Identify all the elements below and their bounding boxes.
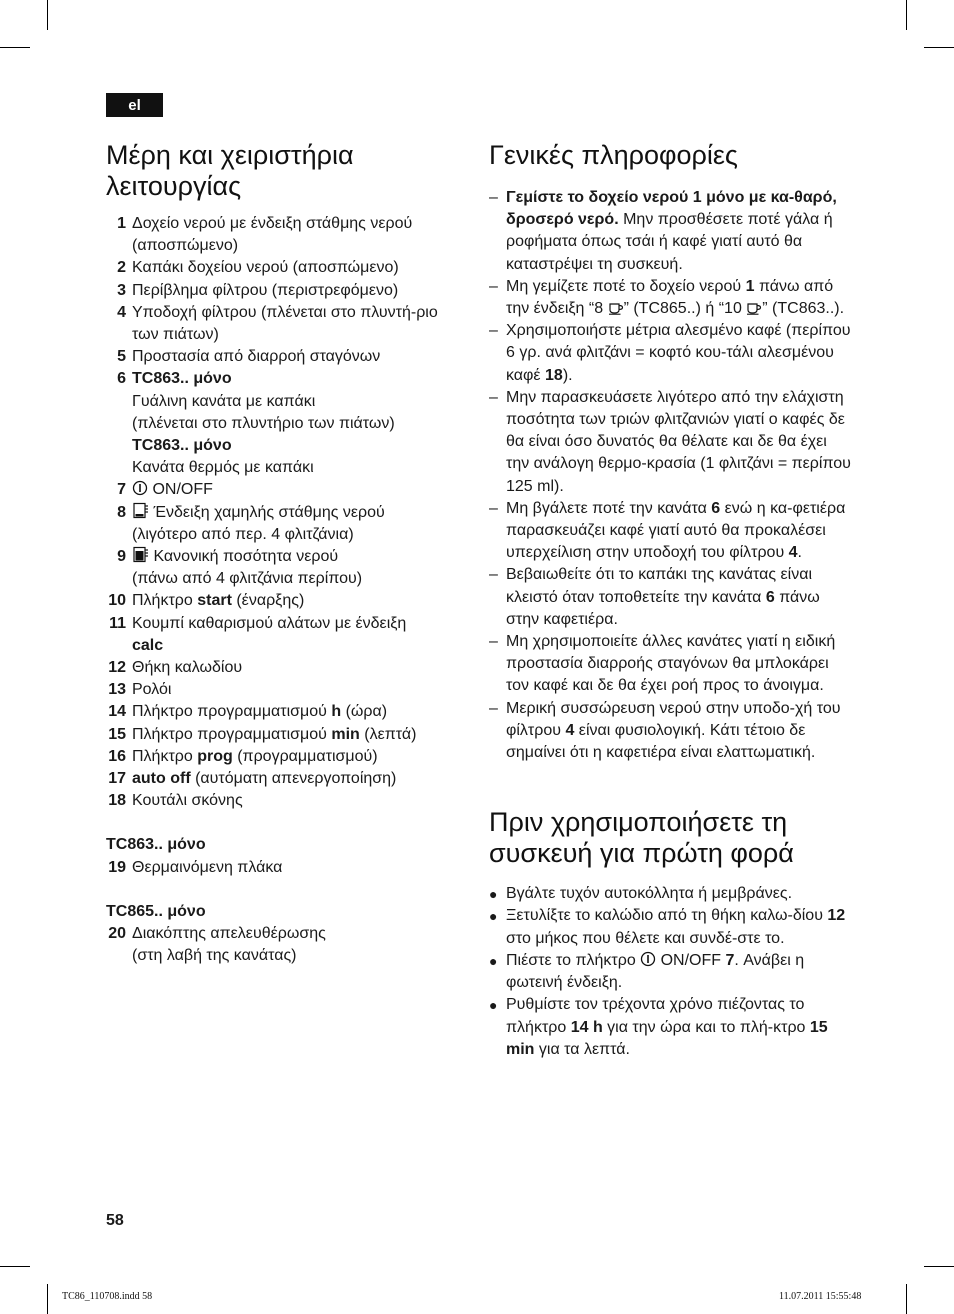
power-icon: [640, 951, 656, 967]
part-item: [106, 923, 466, 967]
part-text: Ρολόι: [132, 681, 172, 699]
part-number: 12: [108, 659, 126, 677]
model-label: TC863.. μόνο: [132, 370, 232, 388]
first-use-title: [489, 807, 851, 869]
normal-water-icon: [132, 546, 149, 563]
bullet-marker: ●: [489, 952, 498, 969]
part-text: Κουμπί καθαρισμού αλάτων με ένδειξη calc: [132, 614, 407, 654]
list-item-text: Πιέστε το πλήκτρο ON/OFF 7. Ανάβει η φωτεινή ένδειξη.: [506, 951, 805, 992]
first-use-title-line2: συσκευή για πρώτη φορά: [489, 838, 794, 869]
parts-list: [106, 213, 466, 968]
crop-mark: [906, 0, 907, 30]
bullet-marker: ●: [489, 908, 498, 925]
bullet-marker: ●: [489, 997, 498, 1014]
part-text: Πλήκτρο προγραμματισμού h (ώρα): [132, 703, 388, 721]
list-item: [489, 320, 851, 387]
list-item-text: Μη χρησιμοποιείτε άλλες κανάτες γιατί η ειδική προστασία διαρροής σταγόνων θα μπλοκάρει τον καφέ και δε θα έχει ροή προς το άνοιγμα.: [506, 633, 836, 695]
part-line: (λιγότερο από περ. 4 φλιτζάνια): [132, 525, 354, 543]
list-item: [489, 187, 851, 276]
crop-mark: [906, 1284, 907, 1314]
parts-title-line2: λειτουργίας: [106, 171, 242, 201]
part-item: [106, 857, 466, 879]
model-subheading: TC865.. μόνο: [106, 902, 206, 920]
part-number: 5: [117, 348, 126, 366]
part-item: [106, 613, 466, 657]
part-text: Θήκη καλωδίου: [132, 659, 243, 677]
list-item-text: Βεβαιωθείτε ότι το καπάκι της κανάτας είναι κλειστό όταν τοποθετείτε την κανάτα 6 πάνω στην καφετιέρα.: [506, 566, 820, 628]
part-number: 3: [117, 281, 126, 299]
part-number: 16: [108, 747, 126, 765]
list-item: [489, 994, 851, 1061]
part-number: 1: [117, 215, 126, 232]
dash-marker: –: [489, 189, 498, 206]
dash-marker: –: [489, 277, 498, 295]
dash-marker: –: [489, 699, 498, 717]
part-text: [132, 479, 466, 501]
part-line: ON/OFF: [152, 481, 213, 499]
part-text: auto off (αυτόματη απενεργοποίηση): [132, 770, 397, 788]
list-item: [489, 387, 851, 498]
part-item: [106, 679, 466, 701]
part-text: Καπάκι δοχείου νερού (αποσπώμενο): [132, 259, 399, 277]
part-number: 6: [117, 370, 126, 388]
part-text: [132, 368, 466, 479]
list-item-text: Μη βγάλετε ποτέ την κανάτα 6 ενώ η κα-φετιέρα παρασκευάζει καφέ γιατί αυτό θα προκαλέσει υπερχείλιση στην υποδοχή του φίλτρου 4.: [506, 499, 846, 562]
part-item: [106, 768, 466, 790]
list-item-text: Βγάλτε τυχόν αυτοκόλλητα ή μεμβράνες.: [506, 885, 793, 903]
model-subheading: TC863.. μόνο: [106, 836, 206, 854]
part-line: Γυάλινη κανάτα με καπάκι: [132, 392, 316, 410]
dash-marker: –: [489, 499, 498, 517]
crop-mark: [47, 0, 48, 30]
list-item-text: Ξετυλίξτε το καλώδιο από τη θήκη καλω-δίου 12 στο μήκος που θέλετε και συνδέ-στε το.: [506, 907, 846, 947]
dash-marker: –: [489, 633, 498, 651]
part-item: [106, 368, 466, 479]
part-item: [106, 746, 466, 768]
general-info-title: Γενικές πληροφορίες: [489, 140, 738, 170]
list-item-text: Γεμίστε το δοχείο νερού 1 μόνο με κα-θαρό, δροσερό νερό. Μην προσθέσετε ποτέ γάλα ή ροφήματα όπως τσάι ή καφέ γιατί αυτό θα καταστρέψει τη συσκευή.: [506, 189, 837, 273]
list-item: [489, 905, 851, 949]
print-slug-date: 11.07.2011 15:55:48: [779, 1291, 862, 1302]
crop-mark: [924, 47, 954, 48]
power-icon: [132, 480, 148, 496]
part-number: 4: [117, 303, 126, 321]
part-item: [106, 302, 466, 346]
part-text: [132, 546, 466, 590]
part-text: Περίβλημα φίλτρου (περιστρεφόμενο): [132, 281, 399, 299]
part-text: Προστασία από διαρροή σταγόνων: [132, 348, 381, 366]
print-slug-file: TC86_110708.indd 58: [62, 1291, 153, 1302]
part-number: 19: [108, 858, 126, 876]
model-label: TC863.. μόνο: [132, 437, 232, 455]
list-item-text: Ρυθμίστε τον τρέχοντα χρόνο πιέζοντας το πλήκτρο 14 h για την ώρα και το πλή-κτρο 15 min για τα λεπτά.: [506, 996, 828, 1058]
crop-mark: [924, 1266, 954, 1267]
part-number: 7: [117, 481, 126, 499]
part-number: 15: [108, 725, 126, 743]
first-use-list: [489, 883, 851, 1061]
info-column: [489, 140, 851, 1061]
part-text: Θερμαινόμενη πλάκα: [132, 858, 283, 876]
part-item: [106, 213, 466, 257]
crop-mark: [0, 47, 30, 48]
part-item: [106, 701, 466, 723]
part-item: [106, 257, 466, 279]
bullet-marker: ●: [489, 886, 498, 903]
part-number: 9: [117, 548, 126, 566]
part-text: Δοχείο νερού με ένδειξη στάθμης νερού (αποσπώμενο): [132, 215, 413, 255]
general-info-list: [489, 187, 851, 764]
list-item: [489, 276, 851, 320]
crop-mark: [0, 1266, 30, 1267]
cup-icon: [608, 301, 624, 315]
part-text: Υποδοχή φίλτρου (πλένεται στο πλυντή-ριο των πιάτων): [132, 303, 438, 344]
part-line: Ένδειξη χαμηλής στάθμης νερού: [153, 503, 385, 521]
part-text: Κουτάλι σκόνης: [132, 792, 243, 810]
part-number: 10: [108, 592, 126, 610]
part-line: Κανάτα θερμός με καπάκι: [132, 459, 314, 477]
part-text: Πλήκτρο prog (προγραμματισμού): [132, 747, 378, 765]
part-line: (πλένεται στο πλυντήριο των πιάτων): [132, 414, 395, 432]
part-text: Πλήκτρο προγραμματισμού min (λεπτά): [132, 725, 417, 743]
part-line: (πάνω από 4 φλιτζάνια περίπου): [132, 570, 363, 588]
part-number: 8: [117, 503, 126, 521]
language-tab: el: [106, 93, 163, 117]
list-item: [489, 631, 851, 698]
first-use-title-line1: Πριν χρησιμοποιήσετε τη: [489, 807, 788, 838]
dash-marker: –: [489, 388, 498, 406]
part-text: [132, 502, 466, 546]
part-number: 2: [117, 259, 126, 277]
list-item: [489, 564, 851, 631]
part-item: [106, 546, 466, 590]
part-item: [106, 590, 466, 612]
part-line: Κανονική ποσότητα νερού: [153, 548, 339, 566]
list-item: [489, 883, 851, 905]
list-item: [489, 498, 851, 565]
part-text: Πλήκτρο start (έναρξης): [132, 592, 305, 610]
list-item-text: Μην παρασκευάσετε λιγότερο από την ελάχιστη ποσότητα των τριών φλιτζανιών γιατί ο καφές δε θα είναι όσο δυνατός θα θέλατε και δε θα έχει την ανάλογη θερμο-κρασία (1 φλιτζάνι = περίπου 125 ml).: [506, 388, 851, 495]
part-text: Διακόπτης απελευθέρωσης (στη λαβή της κανάτας): [132, 925, 326, 965]
part-item: [106, 502, 466, 546]
crop-mark: [47, 1284, 48, 1314]
part-number: 18: [108, 792, 126, 810]
parts-title: [106, 140, 466, 202]
part-item: [106, 724, 466, 746]
part-number: 13: [108, 681, 126, 699]
dash-marker: –: [489, 566, 498, 584]
part-number: 14: [108, 703, 126, 721]
list-item-text: Μη γεμίζετε ποτέ το δοχείο νερού 1 πάνω από την ένδειξη “8 ” (TC865..) ή “10 ” (TC863..).: [506, 277, 845, 318]
part-item: [106, 346, 466, 368]
part-item: [106, 280, 466, 302]
cup-icon: [746, 301, 762, 315]
low-water-icon: [132, 502, 149, 519]
list-item: [489, 950, 851, 994]
part-item: [106, 479, 466, 501]
dash-marker: –: [489, 322, 498, 340]
page-number: 58: [106, 1212, 124, 1229]
parts-title-line1: Μέρη και χειριστήρια: [106, 140, 354, 170]
part-number: 11: [109, 614, 126, 632]
list-item-text: Μερική συσσώρευση νερού στην υποδο-χή του φίλτρου 4 είναι φυσιολογική. Κάτι τέτοιο δε σημαίνει ότι η καφετιέρα είναι ελαττωματική.: [506, 699, 841, 762]
list-item-text: Χρησιμοποιήστε μέτρια αλεσμένο καφέ (περίπου 6 γρ. ανά φλιτζάνι = κοφτό κου-τάλι αλεσμένου καφέ 18).: [506, 322, 851, 384]
part-number: 20: [108, 925, 126, 943]
list-item: [489, 698, 851, 765]
part-item: [106, 790, 466, 812]
parts-column: [106, 140, 466, 968]
part-item: [106, 657, 466, 679]
part-number: 17: [108, 770, 126, 788]
